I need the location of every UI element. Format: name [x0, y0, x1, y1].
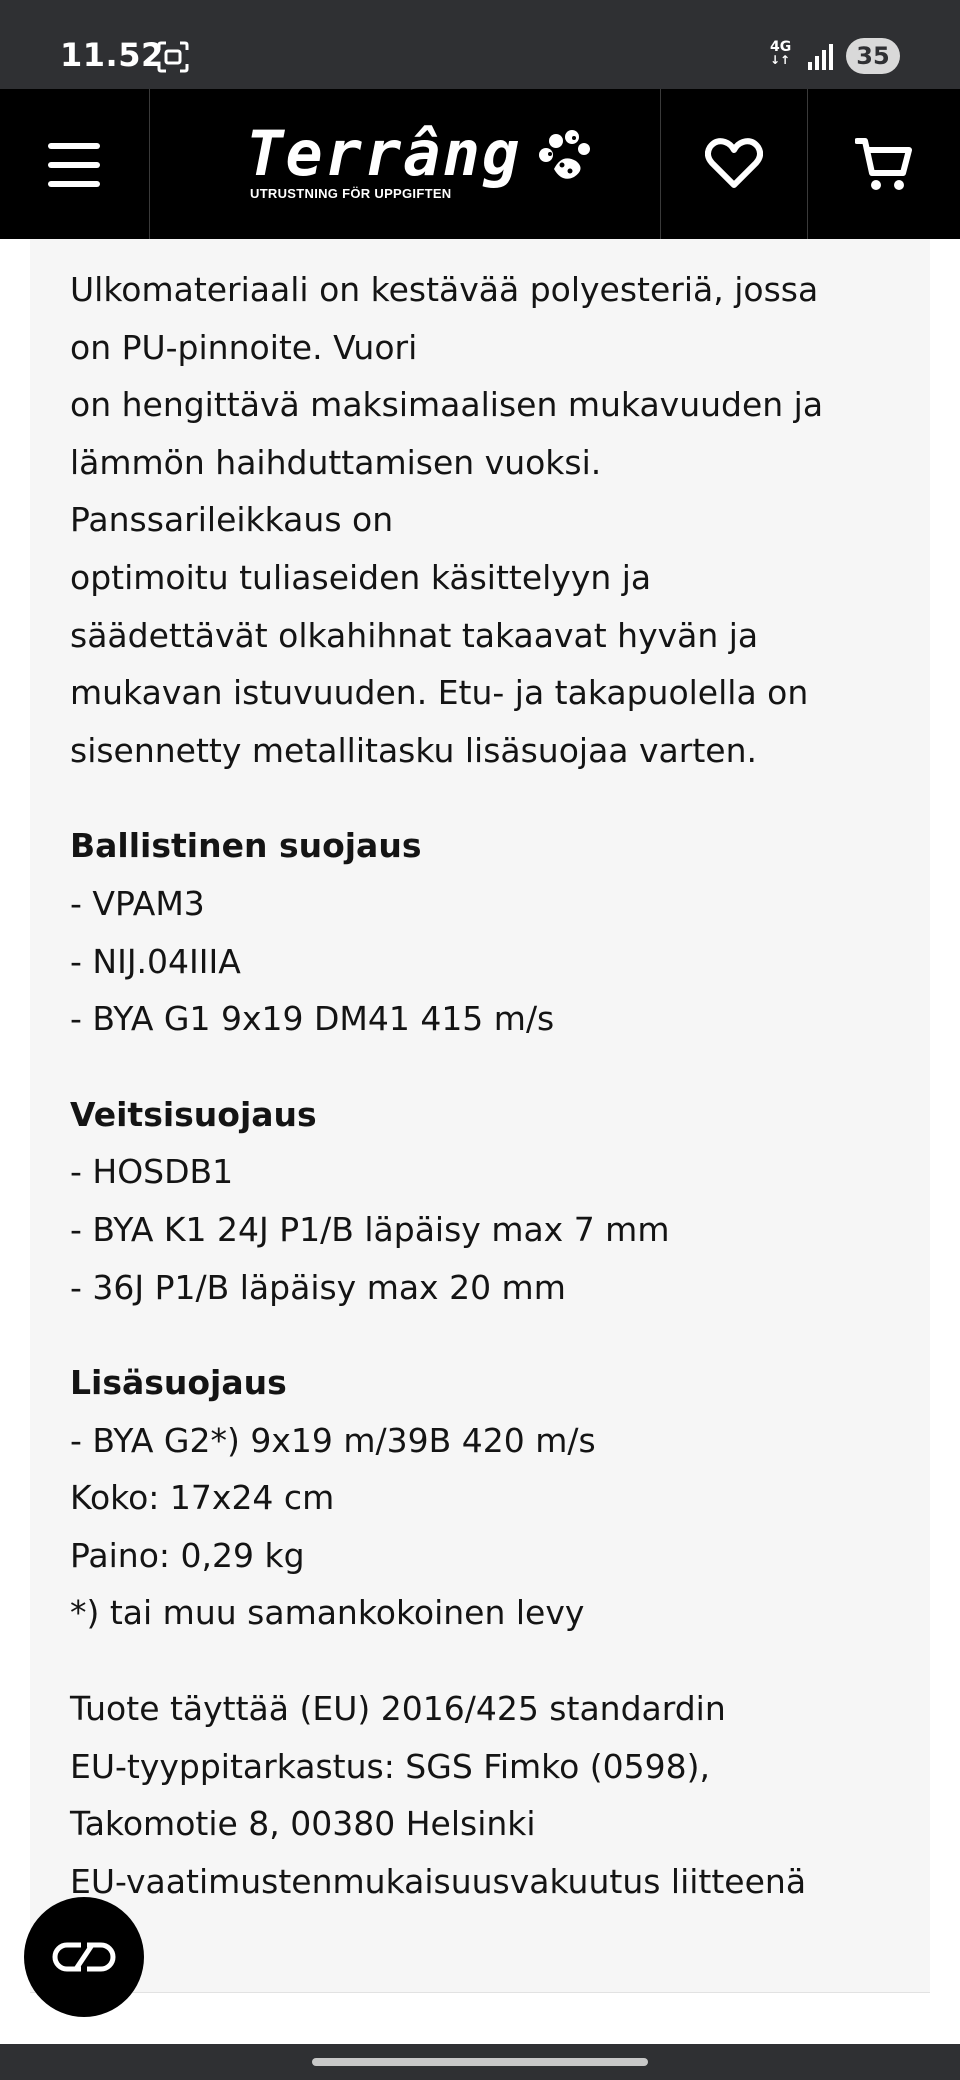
description-line: optimoitu tuliaseiden käsittelyyn ja [70, 557, 652, 597]
chat-icon [52, 1942, 116, 1972]
compliance-line: EU-vaatimustenmukaisuusvakuutus liitteenä [70, 1861, 807, 1901]
description-line: lämmön haihduttamisen vuoksi. [70, 442, 602, 482]
extra-protection-heading: Lisäsuojaus [70, 1363, 287, 1403]
screenshot-icon [156, 40, 190, 74]
data-arrows-icon: ↓↑ [770, 53, 791, 67]
heart-icon [705, 138, 763, 190]
menu-button[interactable] [0, 89, 150, 239]
cart-icon [855, 136, 913, 192]
logo-wordmark: Terrâng [246, 117, 522, 190]
system-navigation-bar [0, 2044, 960, 2080]
ballistic-item: - BYA G1 9x19 DM41 415 m/s [70, 999, 555, 1039]
home-indicator[interactable] [312, 2058, 648, 2066]
compliance-line: Takomotie 8, 00380 Helsinki [70, 1804, 536, 1844]
ballistic-item: - NIJ.04IIIA [70, 941, 241, 981]
description-line: mukavan istuvuuden. Etu- ja takapuolella on [70, 673, 809, 713]
wishlist-button[interactable] [660, 89, 808, 239]
site-logo[interactable] [150, 89, 660, 239]
status-bar [0, 0, 960, 89]
product-description [70, 261, 900, 1910]
logo-tagline: UTRUSTNING FÖR UPPGIFTEN [250, 186, 452, 201]
description-line: sisennetty metallitasku lisäsuojaa varten. [70, 730, 757, 770]
description-line: säädettävät olkahihnat takaavat hyvän ja [70, 615, 759, 655]
chat-button[interactable] [24, 1897, 144, 2017]
extra-item: - BYA G2*) 9x19 m/39B 420 m/s [70, 1420, 596, 1460]
description-line: on hengittävä maksimaalisen mukavuuden ja [70, 385, 824, 425]
network-label: 4G [770, 39, 792, 55]
site-header [0, 89, 960, 239]
extra-item: *) tai muu samankokoinen levy [70, 1593, 585, 1633]
description-line: Ulkomateriaali on kestävää polyesteriä, jossa [70, 270, 819, 309]
network-indicator [770, 40, 798, 74]
description-line: on PU-pinnoite. Vuori [70, 327, 418, 367]
status-time: 11.52 [60, 36, 164, 74]
knife-item: - 36J P1/B läpäisy max 20 mm [70, 1267, 566, 1307]
knife-item: - BYA K1 24J P1/B läpäisy max 7 mm [70, 1209, 670, 1249]
compliance-line: Tuote täyttää (EU) 2016/425 standardin [70, 1689, 726, 1729]
cart-button[interactable] [808, 89, 960, 239]
product-description-card [30, 239, 930, 1993]
compliance-line: EU-tyyppitarkastus: SGS Fimko (0598), [70, 1746, 710, 1786]
paw-icon [532, 125, 594, 187]
extra-item: Paino: 0,29 kg [70, 1535, 305, 1575]
ballistic-protection-heading: Ballistinen suojaus [70, 826, 422, 866]
knife-item: - HOSDB1 [70, 1152, 234, 1192]
extra-item: Koko: 17x24 cm [70, 1478, 335, 1518]
description-line: Panssarileikkaus on [70, 500, 394, 540]
knife-protection-heading: Veitsisuojaus [70, 1094, 317, 1134]
signal-icon [806, 42, 836, 72]
ballistic-item: - VPAM3 [70, 883, 205, 923]
battery-indicator: 35 [846, 38, 900, 74]
